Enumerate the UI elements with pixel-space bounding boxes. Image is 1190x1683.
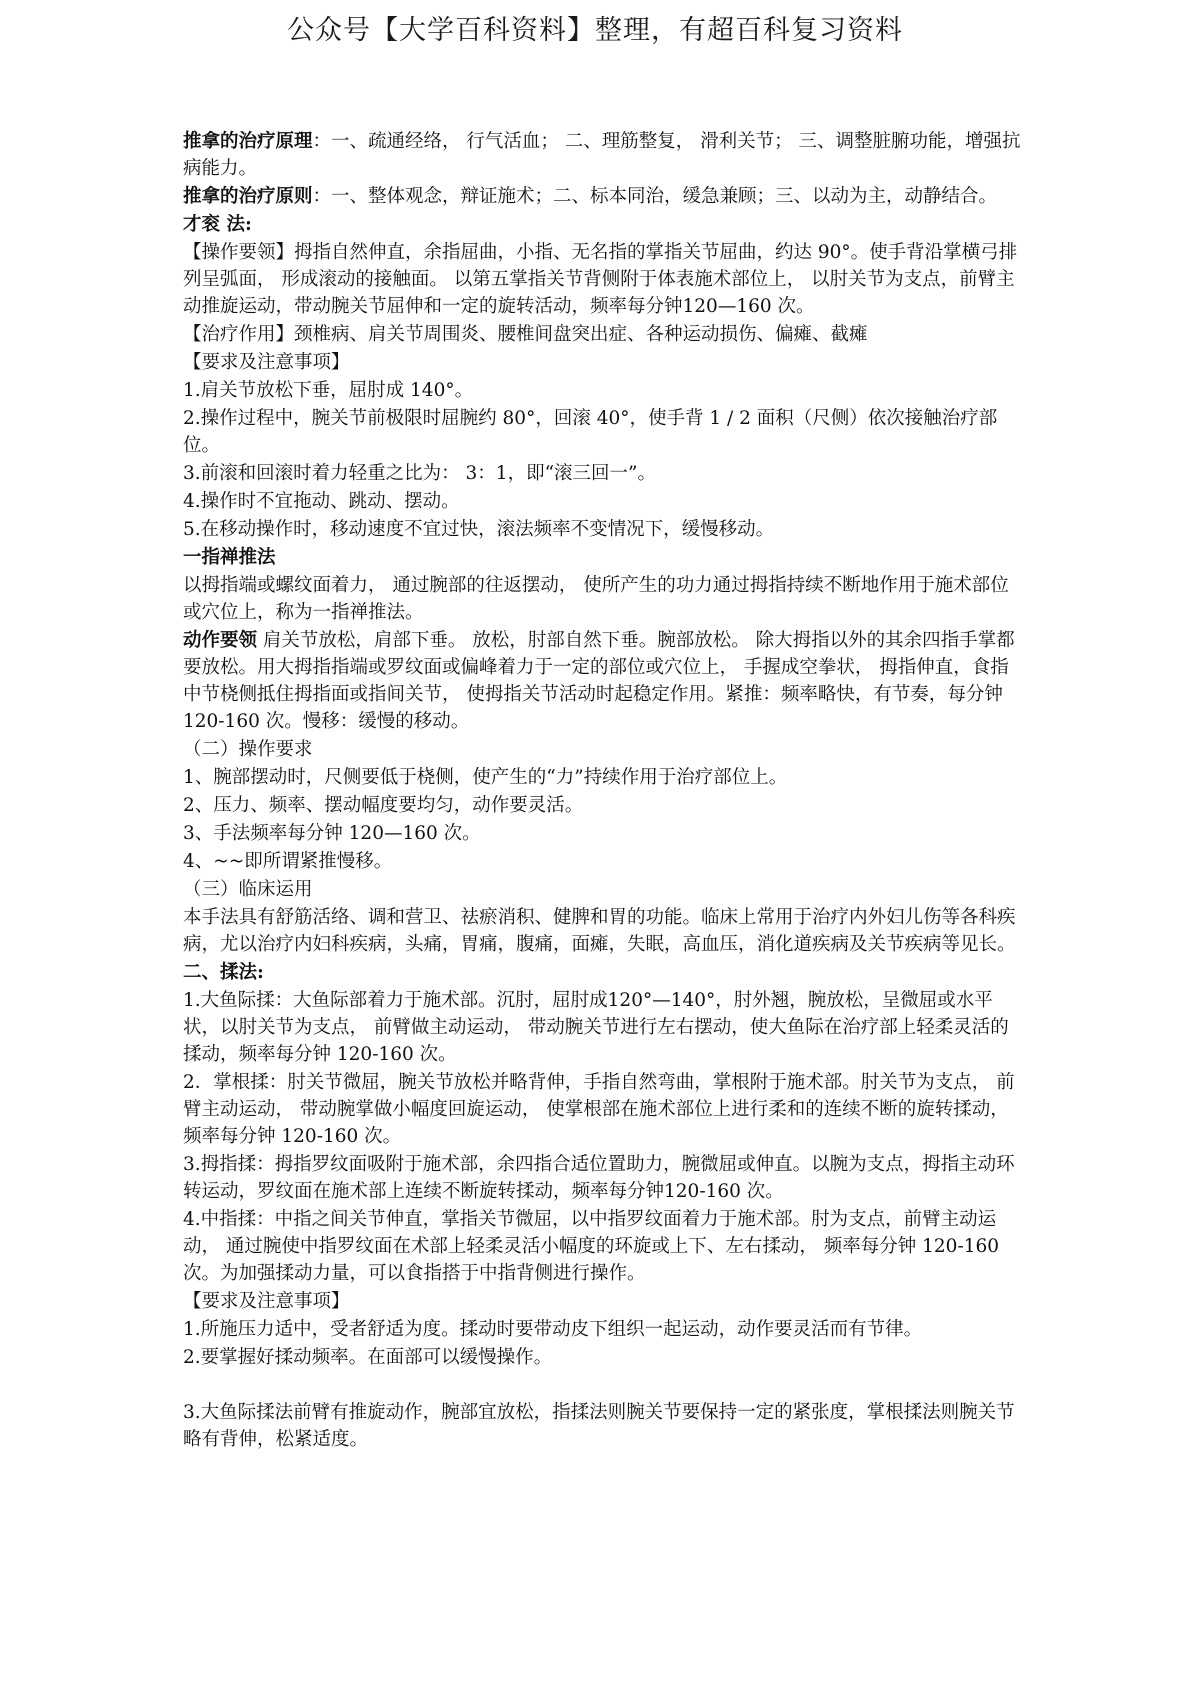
yizhichan-req-item: 1、腕部摆动时，尺侧要低于桡侧，使产生的“力”持续作用于治疗部位上。 — [183, 767, 788, 788]
yizhichan-req-heading: （二）操作要求 — [183, 739, 313, 760]
gun-note-item: 3.前滚和回滚时着力轻重之比为： 3：1，即“滚三回一”。 — [183, 463, 656, 484]
rou-item: 3.拇指揉：拇指罗纹面吸附于施术部，余四指合适位置助力，腕微屈或伸直。以腕为支点，拇指主动环转运动，罗纹面在施术部上连续不断旋转揉动，频率每分钟120-160 次。 — [183, 1154, 1015, 1202]
gun-note-item: 5.在移动操作时，移动速度不宜过快，滚法频率不变情况下，缓慢移动。 — [183, 519, 775, 540]
rule-text: ：一、整体观念，辩证施术；二、标本同治，缓急兼顾；三、以动为主，动静结合。 — [312, 186, 998, 207]
rou-item: 1.大鱼际揉：大鱼际部着力于施术部。沉肘，屈肘成120°—140°，肘外翘，腕放松，呈微屈或水平状，以肘关节为支点， 前臂做主动运动， 带动腕关节进行左右摆动，使大鱼际在治疗部上轻柔灵活的揉动，频率每分钟 120-160 次。 — [183, 990, 1009, 1065]
gun-heading: 才衮 法: — [183, 214, 252, 235]
gun-note-item: 1.肩关节放松下垂，屈肘成 140°。 — [183, 380, 474, 401]
gun-essentials: 【操作要领】拇指自然伸直，余指屈曲，小指、无名指的掌指关节屈曲，约达 90°。使手背沿掌横弓排列呈弧面， 形成滚动的接触面。 以第五掌指关节背侧附于体表施术部位上， 以肘关节为支点，前臂主动推旋运动，带动腕关节屈伸和一定的旋转活动，频率每分钟120—160 次。 — [183, 242, 1018, 317]
principle-text: ：一、疏通经络， 行气活血； 二、理筋整复， 滑利关节； 三、调整脏腑功能，增强抗病能力。 — [183, 131, 1021, 179]
yizhichan-action-paragraph — [183, 627, 1023, 735]
rou-heading: 二、揉法: — [183, 962, 264, 983]
rou-note-item: 3.大鱼际揉法前臂有推旋动作，腕部宜放松，指揉法则腕关节要保持一定的紧张度，掌根揉法则腕关节略有背伸，松紧适度。 — [183, 1402, 1015, 1450]
yizhichan-req-item: 2、压力、频率、摆动幅度要均匀，动作要灵活。 — [183, 795, 584, 816]
rou-note-item: 1.所施压力适中，受者舒适为度。揉动时要带动皮下组织一起运动，动作要灵活而有节律。 — [183, 1319, 923, 1340]
principle-paragraph — [183, 128, 1023, 182]
page-header-title: 公众号【大学百科资料】整理，有超百科复习资料 — [287, 15, 903, 46]
yizhichan-req-item: 3、手法频率每分钟 120—160 次。 — [183, 823, 481, 844]
yizhichan-clinic-text: 本手法具有舒筋活络、调和营卫、祛瘀消积、健脾和胃的功能。临床上常用于治疗内外妇儿伤等各科疾病，尤以治疗内妇科疾病，头痛，胃痛，腹痛，面瘫，失眠，高血压，消化道疾病及关节疾病等见长。 — [183, 907, 1016, 955]
rou-note-item: 2.要掌握好揉动频率。在面部可以缓慢操作。 — [183, 1347, 553, 1368]
yizhichan-heading: 一指禅推法 — [183, 547, 276, 568]
document-body — [183, 128, 1023, 1454]
gun-notes-heading: 【要求及注意事项】 — [183, 352, 350, 373]
yizhichan-clinic-heading: （三）临床运用 — [183, 879, 313, 900]
principle-label: 推拿的治疗原理 — [183, 131, 313, 152]
rou-item: 2．掌根揉：肘关节微屈，腕关节放松并略背伸，手指自然弯曲，掌根附于施术部。肘关节为支点， 前臂主动运动， 带动腕掌做小幅度回旋运动， 使掌根部在施术部位上进行柔和的连续不断的旋转揉动，频率每分钟 120-160 次。 — [183, 1072, 1015, 1147]
rou-notes-heading: 【要求及注意事项】 — [183, 1291, 350, 1312]
rule-label: 推拿的治疗原则 — [183, 186, 313, 207]
rou-item: 4.中指揉：中指之间关节伸直，掌指关节微屈，以中指罗纹面着力于施术部。肘为支点，前臂主动运动， 通过腕使中指罗纹面在术部上轻柔灵活小幅度的环旋或上下、左右揉动， 频率每分钟 120-160 次。为加强揉动力量，可以食指搭于中指背侧进行操作。 — [183, 1209, 1000, 1284]
yizhichan-req-item: 4、~~即所谓紧推慢移。 — [183, 851, 393, 872]
paragraph-gap — [183, 1372, 1023, 1399]
rule-paragraph — [183, 183, 1023, 210]
gun-note-item: 2.操作过程中，腕关节前极限时屈腕约 80°，回滚 40°，使手背 1 / 2 面积（尺侧）依次接触治疗部位。 — [183, 408, 998, 456]
yizhichan-definition: 以拇指端或螺纹面着力， 通过腕部的往返摆动， 使所产生的功力通过拇指持续不断地作用于施术部位或穴位上，称为一指禅推法。 — [183, 575, 1009, 623]
gun-effects: 【治疗作用】颈椎病、肩关节周围炎、腰椎间盘突出症、各种运动损伤、偏瘫、截瘫 — [183, 324, 868, 345]
yizhichan-action-label: 动作要领 — [183, 630, 258, 651]
yizhichan-action-text: 肩关节放松，肩部下垂。 放松，肘部自然下垂。腕部放松。 除大拇指以外的其余四指手掌都要放松。用大拇指指端或罗纹面或偏峰着力于一定的部位或穴位上， 手握成空拳状， 拇指伸直，食指中节桡侧抵住拇指面或指间关节， 使拇指关节活动时起稳定作用。紧推：频率略快，有节奏，每分钟 120-160 次。慢移：缓慢的移动。 — [183, 630, 1015, 732]
gun-note-item: 4.操作时不宜拖动、跳动、摆动。 — [183, 491, 460, 512]
